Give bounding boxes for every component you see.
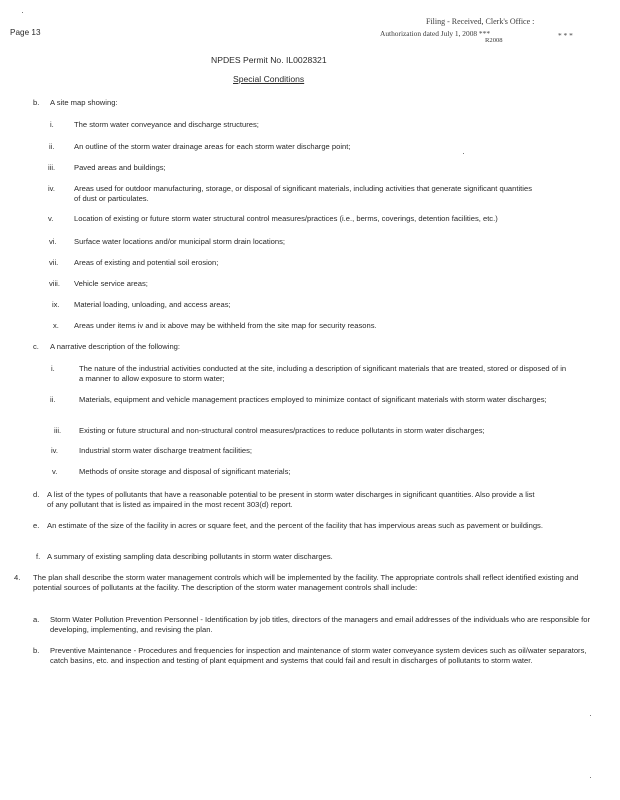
scan-speck	[22, 12, 23, 13]
item-f-text: A summary of existing sampling data describing pollutants in storm water discharges.	[47, 552, 333, 561]
c-i-label: i.	[51, 364, 55, 373]
item-4a-text: Storm Water Pollution Prevention Personnel - Identification by job titles, directors of the managers and email addresses of the individuals who are responsible for developing, implementing, and revising the plan.	[50, 615, 590, 634]
b-viii-text: Vehicle service areas;	[74, 279, 148, 288]
b-ii-text: An outline of the storm water drainage areas for each storm water discharge point;	[74, 142, 351, 151]
item-c-heading: A narrative description of the following:	[50, 342, 181, 351]
scan-speck	[590, 715, 591, 716]
section-title: Special Conditions	[233, 74, 305, 84]
c-i-text: The nature of the industrial activities conducted at the site, including a description of significant materials that are treated, stored or disposed of in a manner to allow exposure to storm water;	[79, 364, 567, 383]
item-c-label: c.	[33, 342, 39, 351]
filing-stamp-line2: Authorization dated July 1, 2008 ***	[380, 29, 491, 38]
c-iv-text: Industrial storm water discharge treatment facilities;	[79, 446, 253, 455]
item-b-heading: A site map showing:	[50, 98, 118, 107]
b-ix-label: ix.	[52, 300, 60, 309]
b-iv-text: Areas used for outdoor manufacturing, storage, or disposal of significant materials, including activities that generate significant quantities of dust or particulates.	[74, 184, 532, 203]
filing-stamp-line1: Filing - Received, Clerk's Office :	[426, 17, 535, 26]
c-ii-label: ii.	[50, 395, 56, 404]
item-d-text: A list of the types of pollutants that have a reasonable potential to be present in storm water discharges in significant quantities. Also provide a list of any pollutant that is listed as impaired in the most recent 303(d) report.	[47, 490, 535, 509]
b-vi-label: vi.	[49, 237, 57, 246]
c-iii-label: iii.	[54, 426, 62, 435]
item-f-label: f.	[36, 552, 41, 561]
b-ii-label: ii.	[49, 142, 55, 151]
c-ii-text: Materials, equipment and vehicle management practices employed to minimize contact of significant materials with storm water discharges;	[79, 395, 547, 404]
item-4b-label: b.	[33, 646, 40, 655]
b-i-label: i.	[50, 120, 54, 129]
item-4-text: The plan shall describe the storm water management controls which will be implemented by the facility. The appropriate controls shall reflect identified existing and potential sources of pollutants at the facility. The description of the storm water management controls shall include:	[33, 573, 579, 592]
b-ix-text: Material loading, unloading, and access areas;	[74, 300, 231, 309]
item-e-label: e.	[33, 521, 40, 530]
c-iv-label: iv.	[51, 446, 59, 455]
c-v-label: v.	[52, 467, 58, 476]
b-i-text: The storm water conveyance and discharge structures;	[74, 120, 259, 129]
b-v-label: v.	[48, 214, 54, 223]
item-4-label: 4.	[14, 573, 21, 582]
b-iv-label: iv.	[48, 184, 56, 193]
b-x-label: x.	[53, 321, 59, 330]
filing-stamp-stars: * * *	[558, 31, 573, 40]
b-vii-text: Areas of existing and potential soil erosion;	[74, 258, 219, 267]
b-iii-text: Paved areas and buildings;	[74, 163, 166, 172]
b-x-text: Areas under items iv and ix above may be withheld from the site map for security reasons.	[74, 321, 377, 330]
filing-stamp-date: R2008	[485, 37, 503, 44]
permit-title: NPDES Permit No. IL0028321	[211, 55, 327, 65]
scan-speck	[590, 777, 591, 778]
b-iii-label: iii.	[48, 163, 56, 172]
item-b-label: b.	[33, 98, 40, 107]
item-4a-label: a.	[33, 615, 40, 624]
b-vii-label: vii.	[49, 258, 59, 267]
b-v-text: Location of existing or future storm water structural control measures/practices (i.e., berms, coverings, detention facilities, etc.)	[74, 214, 498, 223]
item-4b-text: Preventive Maintenance - Procedures and frequencies for inspection and maintenance of storm water conveyance system devices such as oil/water separators, catch basins, etc. and inspection and testing of plant equipment and systems that could fail and result in discharges of pollutants to storm water.	[50, 646, 587, 665]
item-d-label: d.	[33, 490, 40, 499]
page-label: Page 13	[10, 28, 41, 37]
item-e-text: An estimate of the size of the facility in acres or square feet, and the percent of the facility that has impervious areas such as pavement or buildings.	[47, 521, 543, 530]
b-viii-label: viii.	[49, 279, 60, 288]
scan-speck	[463, 153, 464, 154]
c-iii-text: Existing or future structural and non-structural control measures/practices to reduce pollutants in storm water discharges;	[79, 426, 485, 435]
c-v-text: Methods of onsite storage and disposal of significant materials;	[79, 467, 291, 476]
b-vi-text: Surface water locations and/or municipal storm drain locations;	[74, 237, 286, 246]
